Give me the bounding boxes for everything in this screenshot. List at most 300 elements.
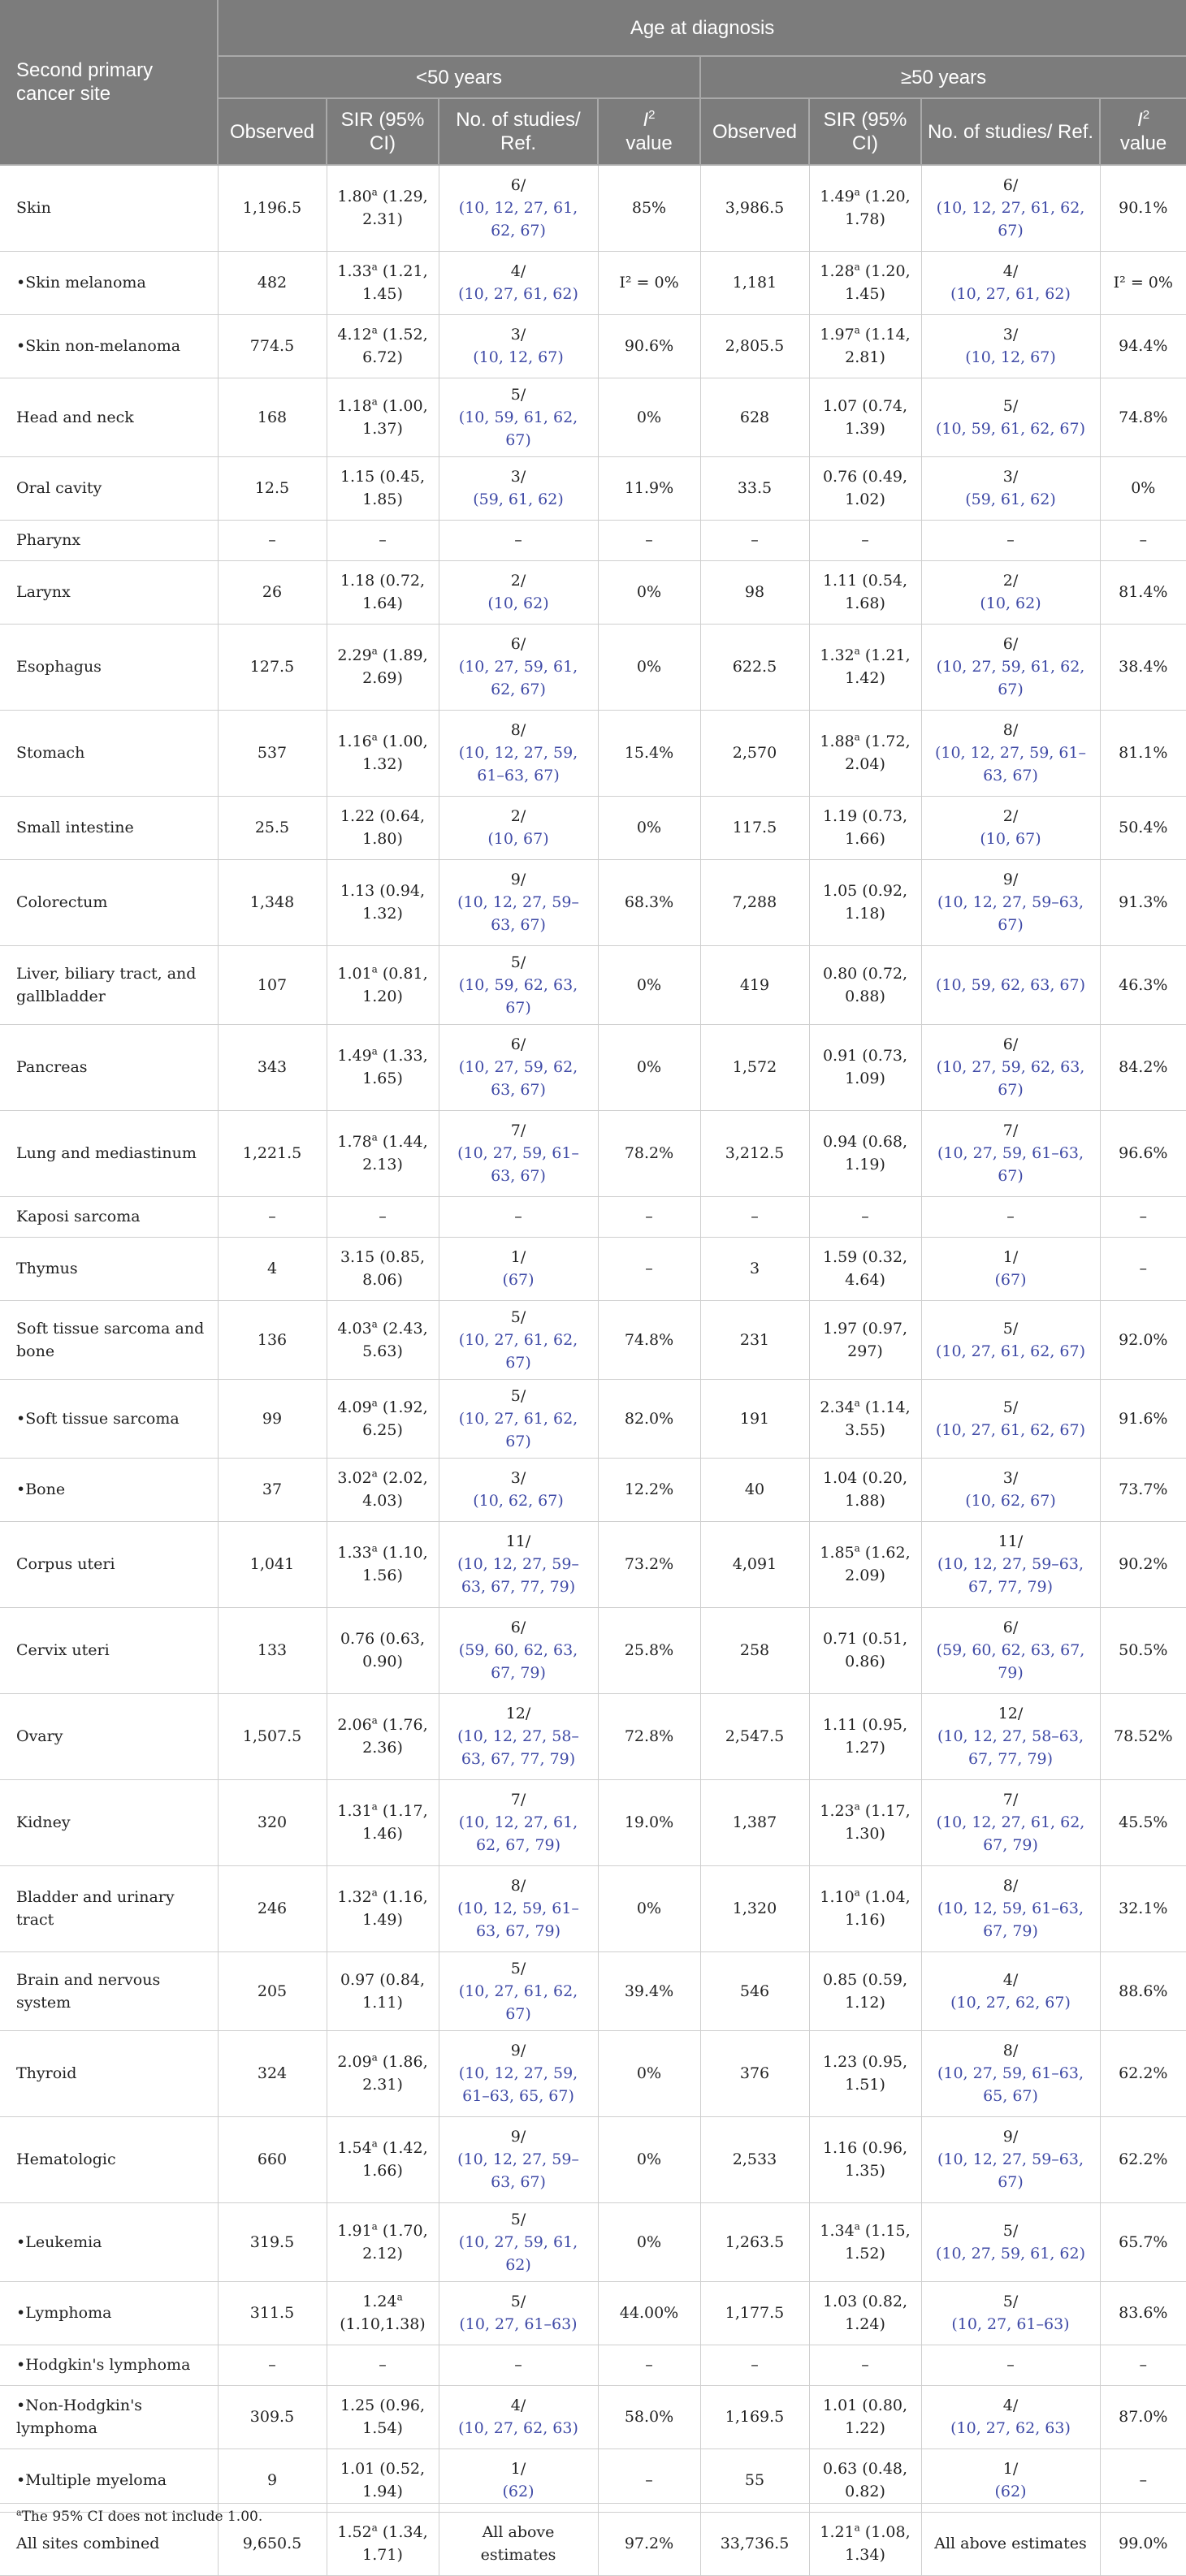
reference-links[interactable]: (62): [994, 2483, 1027, 2500]
reference-links[interactable]: (10, 12, 27, 61, 62, 67, 79): [458, 1813, 578, 1854]
site-cell: Ovary: [0, 1693, 218, 1779]
sir-value: 4.09: [337, 1398, 372, 1416]
i2-cell: 12.2%: [598, 1458, 700, 1521]
reference-links[interactable]: (10, 27, 61, 62, 67): [458, 1982, 578, 2023]
study-count: 3/: [510, 468, 526, 486]
significance-mark: a: [371, 645, 378, 657]
studies-cell: [921, 1779, 1100, 1865]
sir-cell: [809, 1110, 921, 1196]
study-count: 5/: [510, 953, 526, 971]
confidence-interval: (2.02, 4.03): [362, 1469, 428, 1510]
study-count: 1/: [1002, 2460, 1019, 2478]
i2-cell: 73.2%: [598, 1521, 700, 1607]
table-row: [0, 859, 1186, 945]
studies-cell: [921, 624, 1100, 710]
sir-value: 1.80: [337, 188, 372, 206]
table-row: [0, 1865, 1186, 1951]
observed-cell: 55: [700, 2448, 809, 2512]
reference-links[interactable]: (10, 12, 27, 59–63, 67, 77, 79): [457, 1555, 579, 1596]
studies-cell: [439, 1196, 598, 1237]
significance-mark: a: [371, 1397, 378, 1409]
sir-value: 1.88: [820, 733, 855, 750]
confidence-interval: (1.52, 6.72): [362, 326, 428, 366]
reference-links[interactable]: (10, 67): [487, 830, 549, 848]
confidence-interval: (1.62, 2.09): [845, 1544, 911, 1584]
sir-cell: [327, 1951, 439, 2030]
sir-value: 1.59 (0.32, 4.64): [822, 1248, 908, 1289]
observed-cell: 2,547.5: [700, 1693, 809, 1779]
studies-cell: [921, 1521, 1100, 1607]
sir-value: 1.91: [337, 2221, 372, 2240]
i2-cell: –: [598, 1196, 700, 1237]
observed-cell: 3,212.5: [700, 1110, 809, 1196]
sir-value: 2.29: [337, 646, 372, 664]
confidence-interval: (1.10, 1.56): [362, 1544, 428, 1584]
observed-cell: 191: [700, 1379, 809, 1458]
table-row: [0, 1951, 1186, 2030]
significance-mark: a: [371, 2137, 378, 2150]
site-cell: Liver, biliary tract, and gallbladder: [0, 945, 218, 1024]
reference-links[interactable]: (10, 12, 27, 59, 61–63, 67): [934, 744, 1087, 784]
i2-cell: 90.2%: [1100, 1521, 1186, 1607]
study-count: 9/: [510, 2128, 526, 2146]
confidence-interval: (1.14, 3.55): [845, 1398, 911, 1439]
site-cell: Thyroid: [0, 2030, 218, 2116]
study-count: 7/: [1002, 1791, 1019, 1809]
study-count: 7/: [510, 1122, 526, 1139]
i2-cell: 72.8%: [598, 1693, 700, 1779]
studies-cell: [439, 859, 598, 945]
i2-cell: I² = 0%: [598, 251, 700, 314]
reference-links[interactable]: (10, 59, 61, 62, 67): [458, 408, 578, 449]
i2-cell: –: [598, 520, 700, 560]
study-count: 6/: [1002, 1035, 1019, 1053]
observed-cell: 33,736.5: [700, 2512, 809, 2575]
studies-cell: [921, 1300, 1100, 1379]
sir-value: 1.23: [820, 1802, 855, 1820]
i2-cell: –: [1100, 2345, 1186, 2385]
studies-cell: [439, 1779, 598, 1865]
table-row: [0, 1110, 1186, 1196]
observed-cell: 1,196.5: [218, 165, 327, 251]
i2-cell: 85%: [598, 165, 700, 251]
reference-links[interactable]: (10, 27, 61–63): [459, 2315, 578, 2333]
sir-value: 0.63 (0.48, 0.82): [822, 2460, 908, 2500]
observed-cell: 4,091: [700, 1521, 809, 1607]
reference-links[interactable]: (10, 67): [980, 830, 1041, 848]
reference-links[interactable]: (10, 12, 27, 59–63, 67): [937, 2150, 1084, 2191]
table-row: [0, 2281, 1186, 2345]
i2-cell: –: [1100, 1196, 1186, 1237]
site-cell: Hematologic: [0, 2116, 218, 2202]
confidence-interval: (1.20, 1.45): [845, 262, 911, 303]
sir-cell: [327, 560, 439, 624]
study-count: –: [1006, 531, 1015, 549]
sir-value: 1.25 (0.96, 1.54): [340, 2397, 426, 2437]
confidence-interval: (1.76, 2.36): [362, 1716, 428, 1757]
studies-cell: [439, 624, 598, 710]
reference-links[interactable]: (10, 12, 27, 59, 61–63, 67): [458, 744, 578, 784]
i2-cell: 0%: [598, 624, 700, 710]
confidence-interval: (1.20, 1.78): [845, 188, 911, 229]
significance-mark: a: [371, 2220, 378, 2232]
site-cell: Stomach: [0, 710, 218, 796]
reference-links[interactable]: (10, 59, 62, 63, 67): [935, 975, 1086, 994]
reference-links[interactable]: (10, 12, 27, 59–63, 67, 77, 79): [937, 1555, 1084, 1596]
reference-links[interactable]: (10, 12, 27, 59–63, 67): [937, 893, 1084, 934]
table-row: [0, 1196, 1186, 1237]
observed-cell: –: [218, 1196, 327, 1237]
study-count: 7/: [510, 1791, 526, 1809]
sir-value: 1.33: [337, 262, 372, 280]
table-row: [0, 945, 1186, 1024]
site-cell: Cervix uteri: [0, 1607, 218, 1693]
reference-links[interactable]: (67): [994, 1271, 1027, 1289]
table-row: [0, 378, 1186, 456]
confidence-interval: (1.21, 1.45): [362, 262, 428, 303]
i2-cell: 81.4%: [1100, 560, 1186, 624]
reference-links[interactable]: (10, 12, 27, 61, 62, 67, 79): [936, 1813, 1085, 1854]
studies-cell: [921, 1693, 1100, 1779]
significance-mark: a: [371, 261, 378, 273]
studies-cell: [439, 1458, 598, 1521]
significance-mark: a: [371, 1542, 378, 1554]
study-count: 1/: [510, 2460, 526, 2478]
sir-value: 1.78: [337, 1133, 372, 1151]
observed-cell: 1,348: [218, 859, 327, 945]
reference-links[interactable]: (10, 27, 59, 61, 62): [935, 2244, 1086, 2263]
sir-cell: [327, 456, 439, 520]
reference-links[interactable]: (10, 12, 67): [473, 348, 564, 366]
study-count: 5/: [510, 1307, 526, 1326]
studies-cell: [439, 2385, 598, 2448]
studies-cell: [921, 1024, 1100, 1110]
study-count: 6/: [510, 176, 526, 195]
reference-links[interactable]: (10, 12, 59, 61–63, 67, 79): [937, 1900, 1084, 1940]
i2-cell: 11.9%: [598, 456, 700, 520]
studies-cell: [439, 251, 598, 314]
study-count: 5/: [1002, 2293, 1019, 2310]
reference-links[interactable]: (10, 12, 27, 59–63, 67): [457, 893, 579, 934]
sir-value: 1.49: [820, 188, 855, 206]
sir-cell: [809, 796, 921, 859]
reference-links[interactable]: (10, 27, 59, 61–63, 67): [457, 1144, 579, 1185]
i2-cell: 97.2%: [598, 2512, 700, 2575]
sir-value: 0.71 (0.51, 0.86): [822, 1630, 908, 1671]
confidence-interval: (1.17, 1.30): [845, 1802, 911, 1843]
confidence-interval: (1.34, 1.71): [362, 2523, 428, 2564]
sir-value: 1.34: [820, 2221, 855, 2240]
reference-links[interactable]: (10, 27, 59, 61, 62, 67): [936, 658, 1085, 698]
sir-value: 1.52: [337, 2523, 372, 2541]
sir-cell: [809, 2385, 921, 2448]
sir-cell: [809, 859, 921, 945]
reference-links[interactable]: (10, 27, 61, 62, 67): [935, 1342, 1086, 1360]
study-count: 4/: [510, 262, 526, 280]
observed-cell: 320: [218, 1779, 327, 1865]
significance-mark: a: [371, 1887, 378, 1899]
sir-value: 1.03 (0.82, 1.24): [822, 2293, 908, 2333]
reference-links[interactable]: (10, 62): [980, 594, 1041, 612]
reference-links[interactable]: (10, 27, 59, 61–63, 67): [937, 1144, 1084, 1185]
studies-cell: [439, 1300, 598, 1379]
i2-cell: –: [598, 2448, 700, 2512]
table-row: [0, 1458, 1186, 1521]
table-body: [0, 165, 1186, 2575]
sir-value: 1.04 (0.20, 1.88): [822, 1469, 908, 1510]
reference-links[interactable]: (10, 12, 27, 61, 62, 67): [458, 199, 578, 240]
observed-cell: 1,181: [700, 251, 809, 314]
table-row: [0, 314, 1186, 378]
reference-links[interactable]: (10, 59, 61, 62, 67): [935, 419, 1086, 438]
studies-cell: [439, 2345, 598, 2385]
significance-mark: a: [854, 645, 860, 657]
study-count: –: [1006, 2356, 1015, 2374]
observed-cell: 1,507.5: [218, 1693, 327, 1779]
sir-value: 1.23 (0.95, 1.51): [822, 2053, 908, 2094]
observed-cell: 117.5: [700, 796, 809, 859]
study-count: 2/: [1002, 807, 1019, 825]
reference-links[interactable]: (10, 59, 62, 63, 67): [458, 975, 578, 1017]
observed-cell: 1,572: [700, 1024, 809, 1110]
significance-mark: a: [854, 261, 860, 273]
reference-links[interactable]: (67): [502, 1271, 535, 1289]
i2-cell: –: [1100, 1237, 1186, 1300]
sir-value: 1.97: [820, 326, 855, 344]
reference-links[interactable]: (10, 12, 27, 61, 62, 67): [936, 199, 1085, 240]
studies-cell: [439, 1379, 598, 1458]
reference-links[interactable]: (10, 27, 61, 62): [458, 285, 578, 303]
observed-cell: 1,169.5: [700, 2385, 809, 2448]
site-column-header: Second primary cancer site: [0, 0, 218, 165]
reference-links[interactable]: (10, 27, 59, 61, 62): [458, 2232, 578, 2274]
significance-mark: a: [854, 1542, 860, 1554]
table-row: [0, 1379, 1186, 1458]
studies-cell: [921, 945, 1100, 1024]
study-count: –: [514, 1208, 522, 1225]
site-cell: •Hodgkin's lymphoma: [0, 2345, 218, 2385]
reference-links[interactable]: (10, 12, 27, 58–63, 67, 77, 79): [457, 1727, 579, 1768]
sir-cell: [809, 165, 921, 251]
studies-cell: [439, 1607, 598, 1693]
sir-cell: [327, 1196, 439, 1237]
sir-value: 1.13 (0.94, 1.32): [340, 882, 426, 923]
i2-cell: 92.0%: [1100, 1300, 1186, 1379]
sir-cell: [809, 2202, 921, 2281]
significance-mark: a: [854, 731, 860, 743]
sir-value: 1.01: [337, 964, 372, 983]
observed-cell: 4: [218, 1237, 327, 1300]
studies-cell: [921, 796, 1100, 859]
sir-value: 1.01 (0.52, 1.94): [340, 2460, 426, 2500]
studies-cell: [921, 1951, 1100, 2030]
sir-cell: [327, 251, 439, 314]
sir-value: 1.16 (0.96, 1.35): [822, 2139, 908, 2180]
reference-links[interactable]: (10, 12, 27, 59, 61–63, 65, 67): [458, 2064, 578, 2105]
reference-links[interactable]: (10, 12, 59, 61–63, 67, 79): [457, 1900, 579, 1940]
sir-value: 0.76 (0.49, 1.02): [822, 468, 908, 508]
study-count: 5/: [510, 2293, 526, 2310]
study-count: 11/: [505, 1532, 531, 1550]
study-count: 6/: [1002, 635, 1019, 653]
reference-links[interactable]: (10, 27, 59, 62, 63, 67): [936, 1058, 1085, 1099]
studies-cell: [439, 1024, 598, 1110]
table-row: [0, 2030, 1186, 2116]
sir-value: 1.28: [820, 262, 855, 280]
observed-cell: 546: [700, 1951, 809, 2030]
table-row: [0, 1693, 1186, 1779]
sir-value: 1.21: [820, 2523, 855, 2541]
sir-value: 1.07 (0.74, 1.39): [822, 396, 908, 438]
studies-cell: [439, 945, 598, 1024]
studies-cell: [921, 2281, 1100, 2345]
significance-mark: a: [371, 963, 378, 975]
reference-links[interactable]: (10, 27, 62, 63): [950, 2419, 1071, 2437]
reference-links[interactable]: (10, 27, 59, 61–63, 65, 67): [937, 2064, 1084, 2105]
study-count: 5/: [1002, 396, 1019, 415]
reference-links[interactable]: (10, 27, 61, 62): [950, 285, 1071, 303]
observed-cell: 343: [218, 1024, 327, 1110]
sir-value: 1.15 (0.45, 1.85): [340, 468, 426, 508]
i2-cell: –: [1100, 2448, 1186, 2512]
study-count: 9/: [1002, 871, 1019, 888]
confidence-interval: (1.00, 1.37): [362, 396, 428, 438]
reference-links[interactable]: (10, 27, 61, 62, 67): [458, 1330, 578, 1372]
studies-cell: [921, 859, 1100, 945]
sir-value: –: [861, 1208, 869, 1225]
sir-value: 3.15 (0.85, 8.06): [340, 1248, 426, 1289]
reference-links[interactable]: (10, 27, 61, 62, 67): [935, 1420, 1086, 1439]
study-count: 4/: [510, 2397, 526, 2414]
study-count: 5/: [510, 385, 526, 404]
sir-value: 1.33: [337, 1544, 372, 1562]
observed-cell: 1,320: [700, 1865, 809, 1951]
sir-cell: [809, 710, 921, 796]
studies-cell: [439, 456, 598, 520]
sir-cell: [809, 314, 921, 378]
studies-cell: [921, 710, 1100, 796]
sir-header: SIR (95% CI): [327, 98, 439, 165]
reference-links[interactable]: (62): [502, 2483, 535, 2500]
site-cell: Kaposi sarcoma: [0, 1196, 218, 1237]
sir-cell: [327, 1693, 439, 1779]
sir-cell: [809, 2116, 921, 2202]
observed-cell: 311.5: [218, 2281, 327, 2345]
sir-value: –: [861, 531, 869, 549]
sir-cell: [809, 1693, 921, 1779]
reference-links[interactable]: (10, 27, 59, 62, 63, 67): [458, 1058, 578, 1099]
reference-links[interactable]: (10, 12, 27, 58–63, 67, 77, 79): [937, 1727, 1084, 1768]
study-count: –: [514, 531, 522, 549]
studies-cell: [439, 2030, 598, 2116]
study-count: All above estimates: [934, 2535, 1087, 2552]
significance-mark: a: [854, 186, 860, 198]
i2-cell: 62.2%: [1100, 2116, 1186, 2202]
reference-links[interactable]: (59, 60, 62, 63, 67, 79): [458, 1641, 578, 1682]
site-cell: •Bone: [0, 1458, 218, 1521]
i2-cell: –: [598, 2345, 700, 2385]
site-cell: •Skin melanoma: [0, 251, 218, 314]
reference-links[interactable]: (10, 27, 59, 61, 62, 67): [458, 658, 578, 698]
reference-links[interactable]: (59, 61, 62): [473, 491, 564, 508]
sir-cell: [809, 1951, 921, 2030]
study-count: 2/: [510, 572, 526, 590]
significance-mark: a: [396, 2291, 403, 2303]
table-row: [0, 1521, 1186, 1607]
confidence-interval: (1.72, 2.04): [845, 733, 911, 773]
study-count: 3/: [1002, 468, 1019, 486]
site-cell: Oral cavity: [0, 456, 218, 520]
studies-cell: [921, 2345, 1100, 2385]
reference-links[interactable]: (10, 27, 62, 63): [458, 2419, 578, 2437]
studies-cell: [439, 560, 598, 624]
significance-mark: a: [371, 2522, 378, 2534]
i2-cell: 68.3%: [598, 859, 700, 945]
sir-cell: [809, 1458, 921, 1521]
sir-value: 0.94 (0.68, 1.19): [822, 1133, 908, 1173]
study-count: 5/: [510, 1959, 526, 1977]
reference-links[interactable]: (10, 62, 67): [473, 1492, 564, 1510]
reference-links[interactable]: (59, 61, 62): [965, 491, 1056, 508]
study-count: 6/: [510, 1035, 526, 1053]
table-row: [0, 456, 1186, 520]
sir-value: 1.49: [337, 1047, 372, 1065]
reference-links[interactable]: (10, 12, 67): [965, 348, 1056, 366]
i2-cell: –: [1100, 520, 1186, 560]
sir-value: 1.85: [820, 1544, 855, 1562]
sir-cell: [327, 1237, 439, 1300]
observed-cell: –: [218, 520, 327, 560]
i2-cell: 0%: [598, 1024, 700, 1110]
observed-cell: 660: [218, 2116, 327, 2202]
study-count: 6/: [510, 1619, 526, 1636]
observed-cell: 107: [218, 945, 327, 1024]
i2-cell: 91.3%: [1100, 859, 1186, 945]
study-count: 11/: [998, 1532, 1024, 1550]
site-cell: Thymus: [0, 1237, 218, 1300]
i2-cell: 15.4%: [598, 710, 700, 796]
studies-cell: [921, 1458, 1100, 1521]
reference-links[interactable]: (59, 60, 62, 63, 67, 79): [936, 1641, 1085, 1682]
observed-cell: 25.5: [218, 796, 327, 859]
study-count: 3/: [1002, 326, 1019, 344]
reference-links[interactable]: (10, 62): [487, 594, 549, 612]
significance-mark: a: [854, 1397, 860, 1409]
reference-links[interactable]: (10, 27, 62, 67): [950, 1993, 1071, 2012]
study-count: 1/: [1002, 1248, 1019, 1266]
i2-cell: 0%: [1100, 456, 1186, 520]
site-cell: •Lymphoma: [0, 2281, 218, 2345]
reference-links[interactable]: (10, 27, 61–63): [951, 2315, 1070, 2333]
reference-links[interactable]: (10, 12, 27, 59–63, 67): [457, 2150, 579, 2191]
sir-cell: [809, 251, 921, 314]
studies-cell: [921, 2030, 1100, 2116]
significance-mark: a: [371, 1714, 378, 1727]
sir-cell: [327, 859, 439, 945]
reference-links[interactable]: (10, 27, 61, 62, 67): [458, 1409, 578, 1450]
reference-links[interactable]: (10, 62, 67): [965, 1492, 1056, 1510]
sir-cell: [809, 520, 921, 560]
group-under-50-header: <50 years: [218, 56, 700, 98]
confidence-interval: (1.89, 2.69): [362, 646, 428, 687]
site-cell: •Leukemia: [0, 2202, 218, 2281]
sir-value: 1.22 (0.64, 1.80): [340, 807, 426, 848]
observed-cell: 376: [700, 2030, 809, 2116]
study-count: 4/: [1002, 262, 1019, 280]
study-count: 5/: [510, 1386, 526, 1405]
observed-cell: 1,221.5: [218, 1110, 327, 1196]
sir-value: 4.12: [337, 326, 372, 344]
